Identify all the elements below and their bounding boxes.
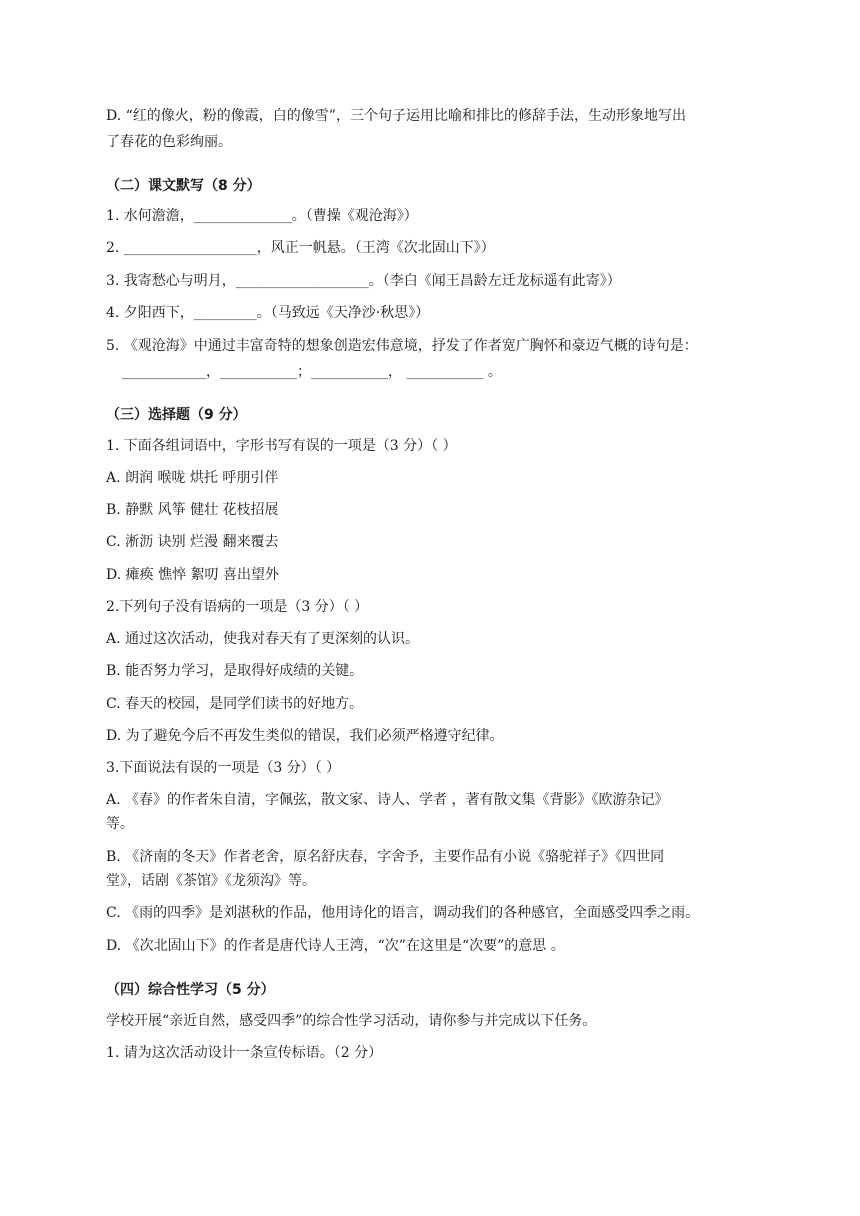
- question-2-option-d: D. 为了避免今后不再发生类似的错误，我们必须严格遵守纪律。: [106, 728, 504, 744]
- question-3-option-d: D. 《次北固山下》的作者是唐代诗人王湾，“次”在这里是“次要”的意思 。: [106, 938, 565, 954]
- section-heading-recitation: （二）课文默写（8 分）: [106, 178, 261, 194]
- recitation-item-5-blanks: ____________，___________；___________， ___________ 。: [122, 364, 502, 380]
- integrated-intro: 学校开展“亲近自然，感受四季”的综合性学习活动，请你参与并完成以下任务。: [106, 1013, 597, 1029]
- recitation-item-3: 3. 我寄愁心与明月，___________________。（李白《闻王昌龄左迁龙标遥有此寄》）: [106, 273, 621, 289]
- recitation-item-1: 1. 水何澹澹，______________。（曹操《观沧海》）: [106, 208, 418, 224]
- question-3-option-c: C. 《雨的四季》是刘湛秋的作品，他用诗化的语言，调动我们的各种感官，全面感受四季之雨。: [106, 905, 700, 921]
- question-2-stem: 2.下列句子没有语病的一项是（3 分）（ ）: [106, 599, 369, 615]
- integrated-task-1: 1. 请为这次活动设计一条宣传标语。（2 分）: [106, 1045, 383, 1061]
- section-heading-choice: （三）选择题（9 分）: [106, 407, 247, 423]
- question-2-option-c: C. 春天的校园，是同学们读书的好地方。: [106, 696, 364, 712]
- question-1-option-d: D. 瘫痪 憔悴 絮叨 喜出望外: [106, 567, 279, 583]
- question-3-option-a-line2: 等。: [106, 816, 134, 832]
- question-1-option-a: A. 朗润 喉咙 烘托 呼朋引伴: [106, 470, 279, 486]
- question-3-option-b-line1: B. 《济南的冬天》作者老舍，原名舒庆春，字舍予，主要作品有小说《骆驼祥子》《四世同: [106, 849, 665, 865]
- question-2-option-a: A. 通过这次活动，使我对春天有了更深刻的认识。: [106, 631, 420, 647]
- question-1-option-c: C. 淅沥 诀别 烂漫 翻来覆去: [106, 534, 279, 550]
- question-1-option-b: B. 静默 风筝 健壮 花枝招展: [106, 502, 279, 518]
- question-3-stem: 3.下面说法有误的一项是（3 分）（ ）: [106, 760, 341, 776]
- question-2-option-b: B. 能否努力学习，是取得好成绩的关键。: [106, 663, 364, 679]
- section-heading-integrated: （四）综合性学习（5 分）: [106, 982, 275, 998]
- prev-option-d-line1: D. “红的像火，粉的像霞，白的像雪”，三个句子运用比喻和排比的修辞手法，生动形象地写出: [106, 108, 686, 124]
- question-3-option-b-line2: 堂》，话剧《茶馆》《龙须沟》等。: [106, 873, 316, 889]
- recitation-item-2: 2. ___________________，风正一帆悬。（王湾《次北固山下》）: [106, 240, 495, 256]
- question-1-stem: 1. 下面各组词语中，字形书写有误的一项是（3 分）（ ）: [106, 438, 457, 454]
- recitation-item-5: 5. 《观沧海》中通过丰富奇特的想象创造宏伟意境，抒发了作者宽广胸怀和豪迈气概的诗句是：: [106, 338, 698, 354]
- prev-option-d-line2: 了春花的色彩绚丽。: [106, 134, 232, 150]
- question-3-option-a-line1: A. 《春》的作者朱自清，字佩弦，散文家、诗人、学者 ，著有散文集《背影》《欧游杂记》: [106, 792, 669, 808]
- recitation-item-4: 4. 夕阳西下，_________。（马致远《天净沙·秋思》）: [106, 305, 430, 321]
